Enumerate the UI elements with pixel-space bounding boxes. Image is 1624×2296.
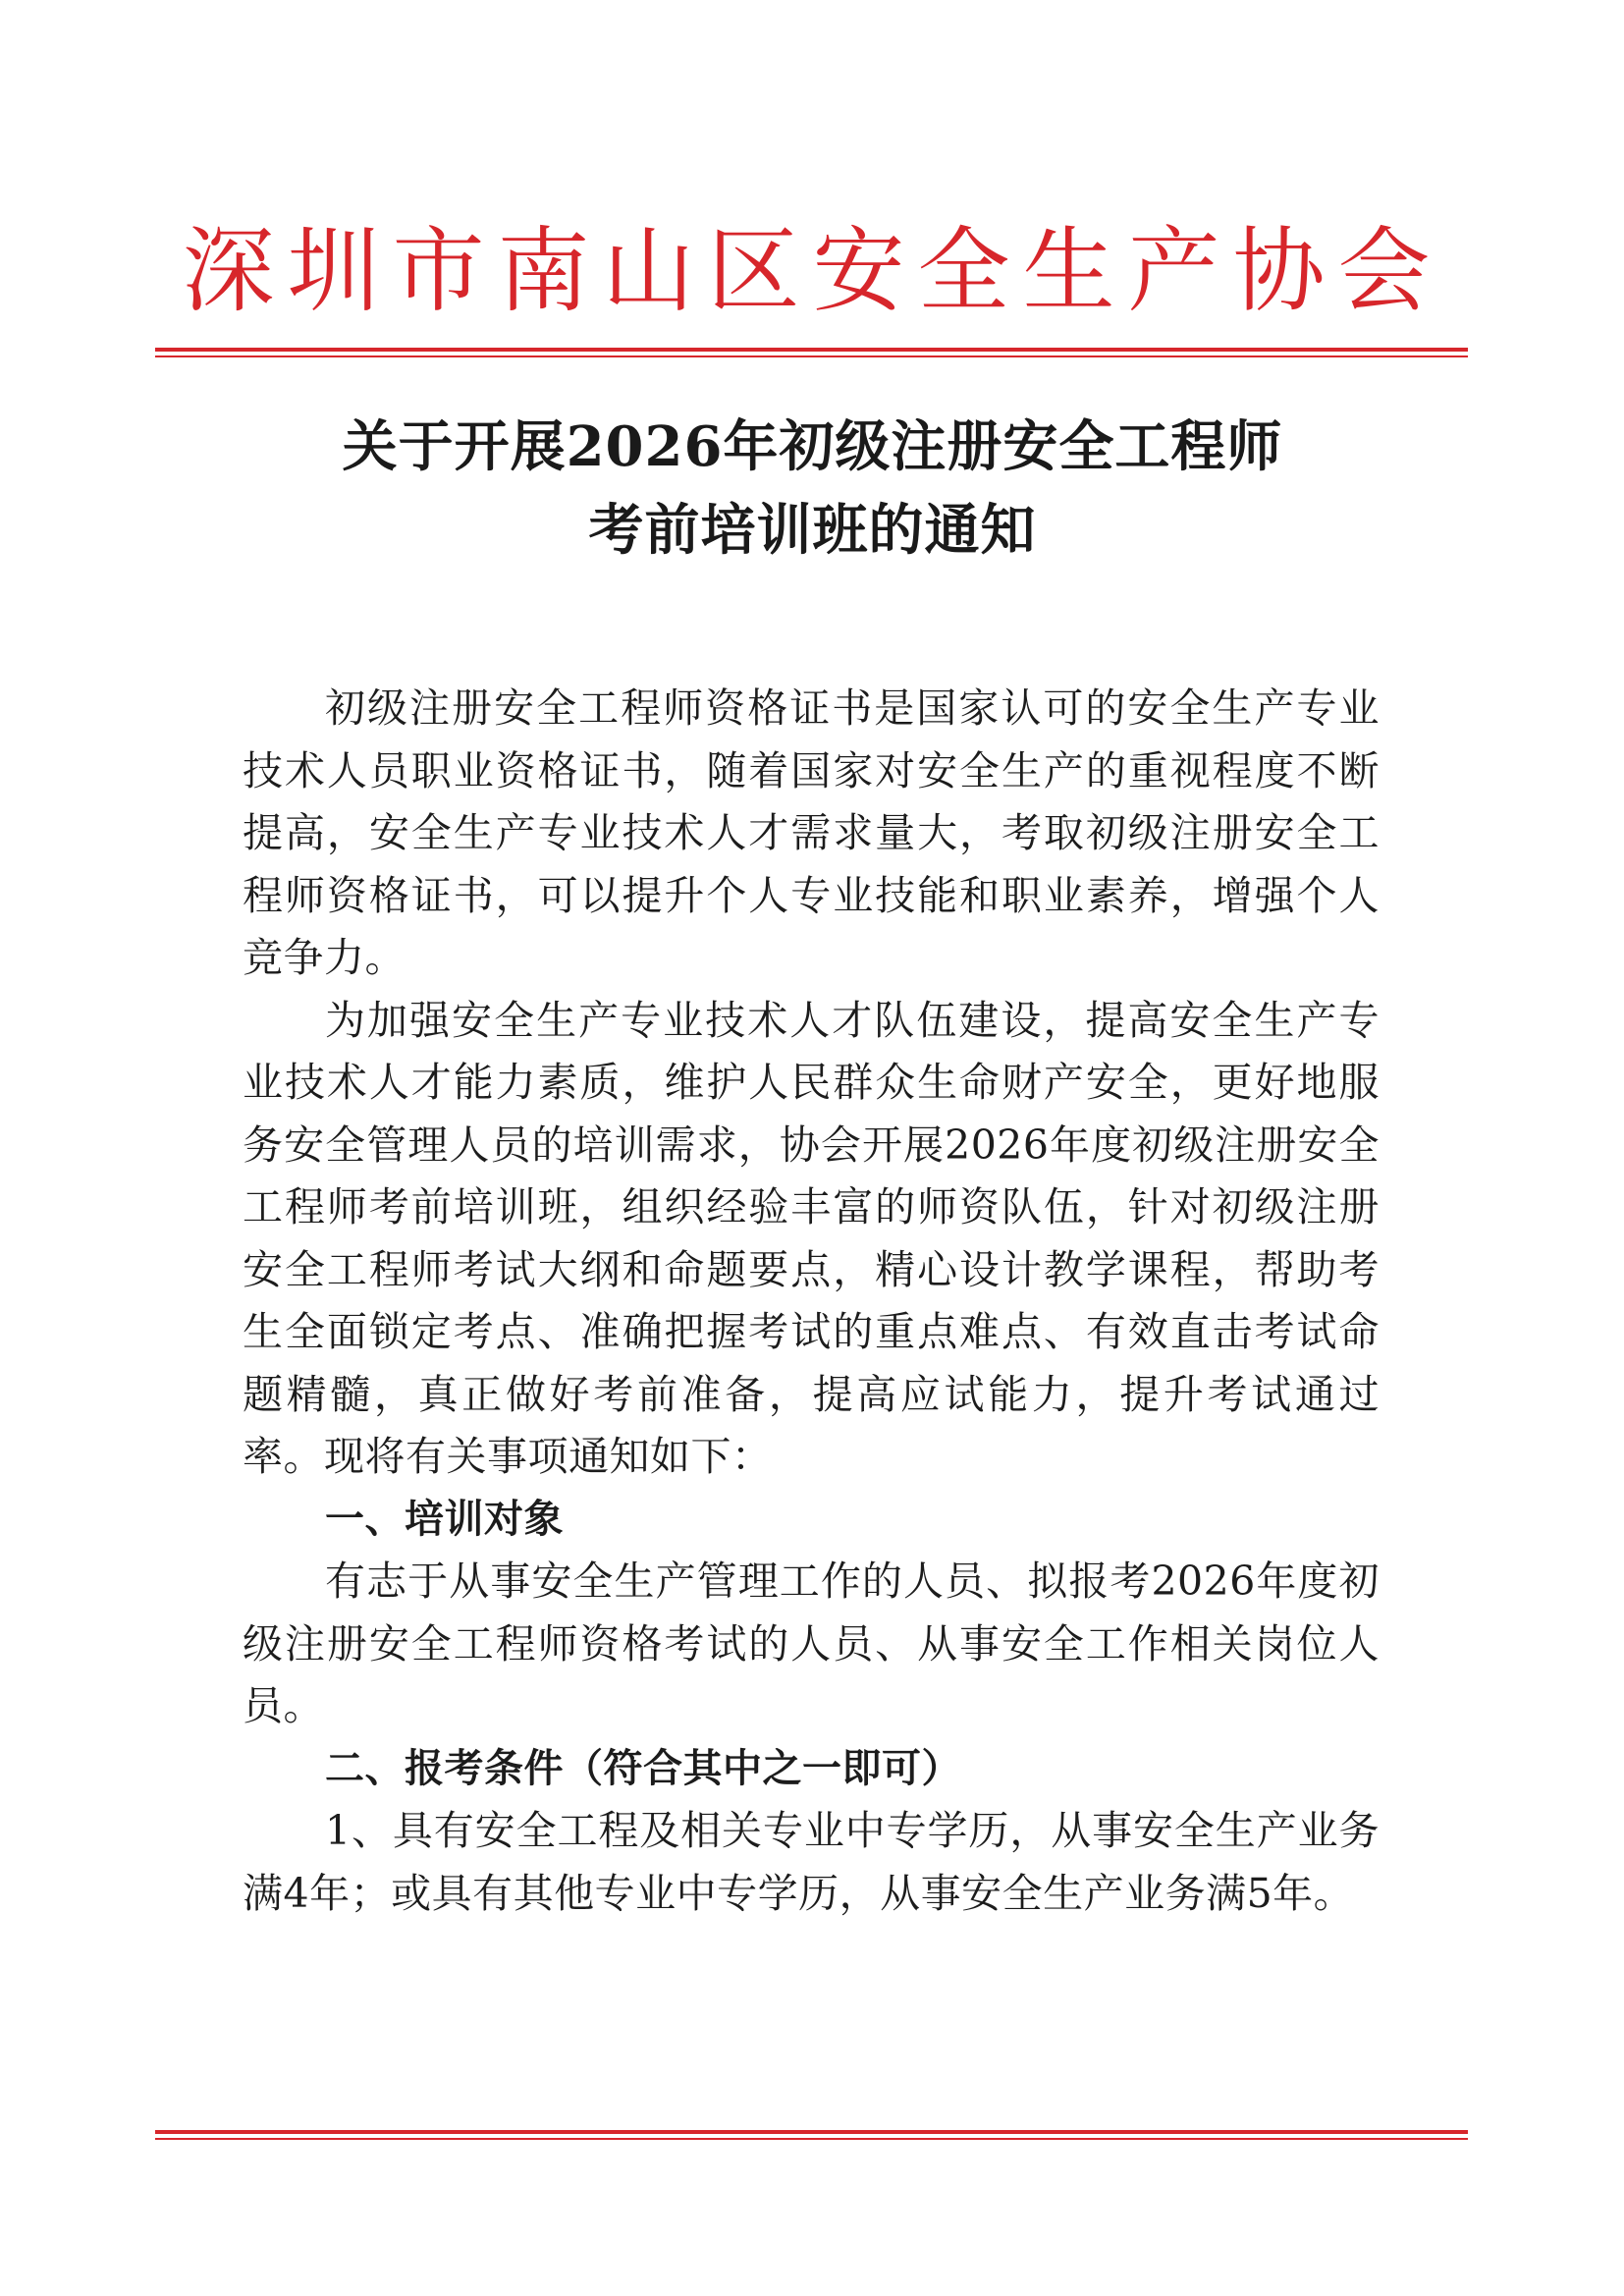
paragraph-purpose: 为加强安全生产专业技术人才队伍建设，提高安全生产专业技术人才能力素质，维护人民群众生命财产安全，更好地服务安全管理人员的培训需求，协会开展2026年度初级注册安全工程师考前培训班，组织经验丰富的师资队伍，针对初级注册安全工程师考试大纲和命题要点，精心设计教学课程，帮助考生全面锁定考点、准确把握考试的重点难点、有效直击考试命题精髓，真正做好考前准备，提高应试能力，提升考试通过率。现将有关事项通知如下： <box>243 996 1380 1480</box>
divider-thick-line <box>155 348 1468 352</box>
paragraph-intro: 初级注册安全工程师资格证书是国家认可的安全生产专业技术人员职业资格证书，随着国家对安全生产的重视程度不断提高，安全生产专业技术人才需求量大，考取初级注册安全工程师资格证书，可以提升个人专业技能和职业素养，增强个人竞争力。 <box>243 684 1380 981</box>
document-body <box>243 678 1380 1925</box>
letterhead-divider <box>155 348 1468 357</box>
document-title-line-2: 考前培训班的通知 <box>588 498 1037 563</box>
divider-thin-line <box>155 355 1468 357</box>
section-heading-eligibility: 二、报考条件（符合其中之一即可） <box>325 1745 961 1791</box>
section-heading-training-target: 一、培训对象 <box>325 1496 564 1542</box>
letterhead-org-name: 深圳市南山区安全生产协会 <box>182 218 1443 325</box>
footer-divider <box>155 2130 1468 2140</box>
footer-divider-thin-line <box>155 2138 1468 2140</box>
footer-divider-thick-line <box>155 2130 1468 2134</box>
section-text-training-target: 有志于从事安全生产管理工作的人员、拟报考2026年度初级注册安全工程师资格考试的人员、从事安全工作相关岗位人员。 <box>243 1558 1380 1729</box>
eligibility-item-1: 1、具有安全工程及相关专业中专学历，从事安全生产业务满4年；或具有其他专业中专学历，从事安全生产业务满5年。 <box>243 1807 1380 1917</box>
document-title-line-1: 关于开展2026年初级注册安全工程师 <box>342 414 1283 479</box>
